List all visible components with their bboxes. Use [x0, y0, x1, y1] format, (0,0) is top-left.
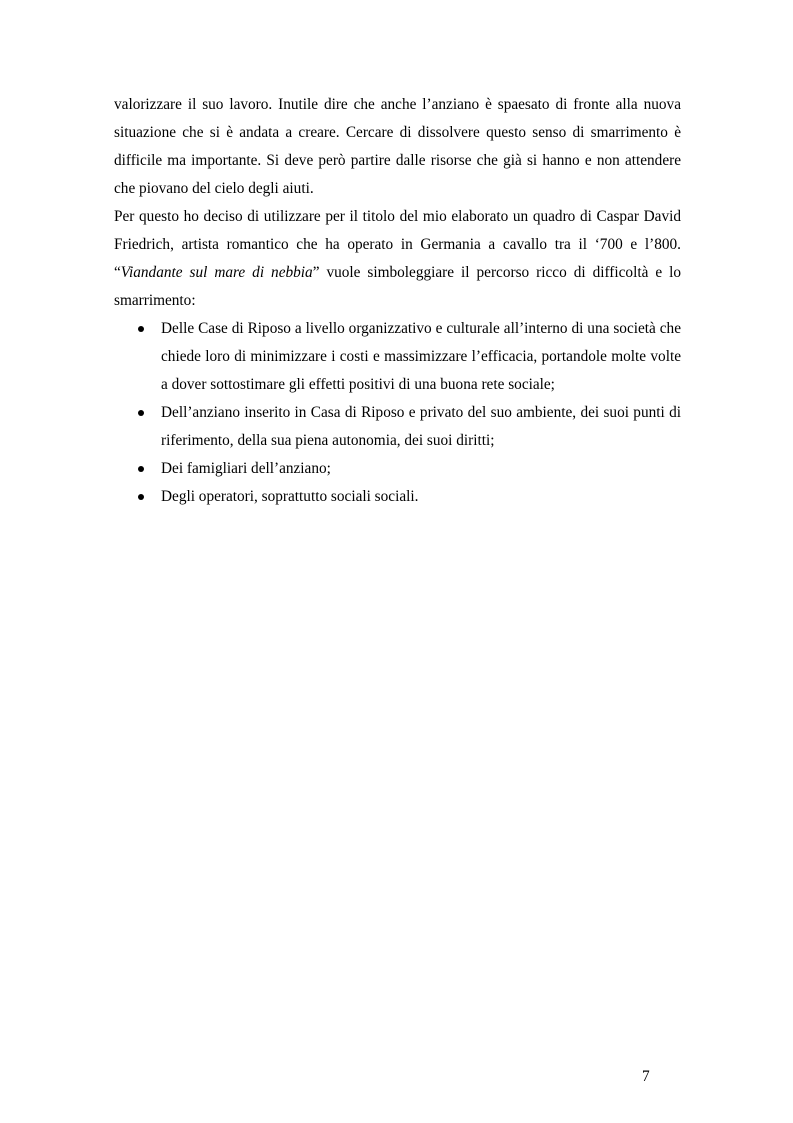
bullet-icon: [138, 410, 144, 416]
bullet-icon: [138, 494, 144, 500]
list-item-text: Dei famigliari dell’anziano;: [161, 460, 331, 477]
paragraph-friedrich-after: ” vuole simboleggiare il percorso ricco di difficoltà e lo smarrimento:: [114, 264, 681, 309]
list-item: [114, 483, 681, 511]
painting-title: Viandante sul mare di nebbia: [120, 264, 313, 281]
list-item: [114, 399, 681, 455]
list-item: [114, 315, 681, 399]
body-text: [114, 91, 681, 511]
list-item-text: Delle Case di Riposo a livello organizzativo e culturale all’interno di una società che chiede loro di minimizzare i costi e massimizzare l’efficacia, portandole molte volte a dover sottostimare gli effetti positivi di una buona rete sociale;: [161, 320, 681, 393]
bullet-icon: [138, 466, 144, 472]
bullet-icon: [138, 326, 144, 332]
list-item-text: Degli operatori, soprattutto sociali sociali.: [161, 488, 419, 505]
page-number: 7: [642, 1068, 650, 1085]
list-item: [114, 455, 681, 483]
bullet-list: [114, 315, 681, 511]
list-item-text: Dell’anziano inserito in Casa di Riposo e privato del suo ambiente, dei suoi punti di riferimento, della sua piena autonomia, dei suoi diritti;: [161, 404, 681, 449]
paragraph-intro: valorizzare il suo lavoro. Inutile dire che anche l’anziano è spaesato di fronte alla nuova situazione che si è andata a creare. Cercare di dissolvere questo senso di smarrimento è difficile ma importante. Si deve però partire dalle risorse che già si hanno e non attendere che piovano del cielo degli aiuti.: [114, 96, 681, 197]
paragraph-friedrich: [114, 203, 681, 315]
paragraph-friedrich-before: Per questo ho deciso di utilizzare per il titolo del mio elaborato un quadro di Caspar David Friedrich, artista romantico che ha operato in Germania a cavallo tra il ‘700 e l’800. “: [114, 208, 681, 281]
